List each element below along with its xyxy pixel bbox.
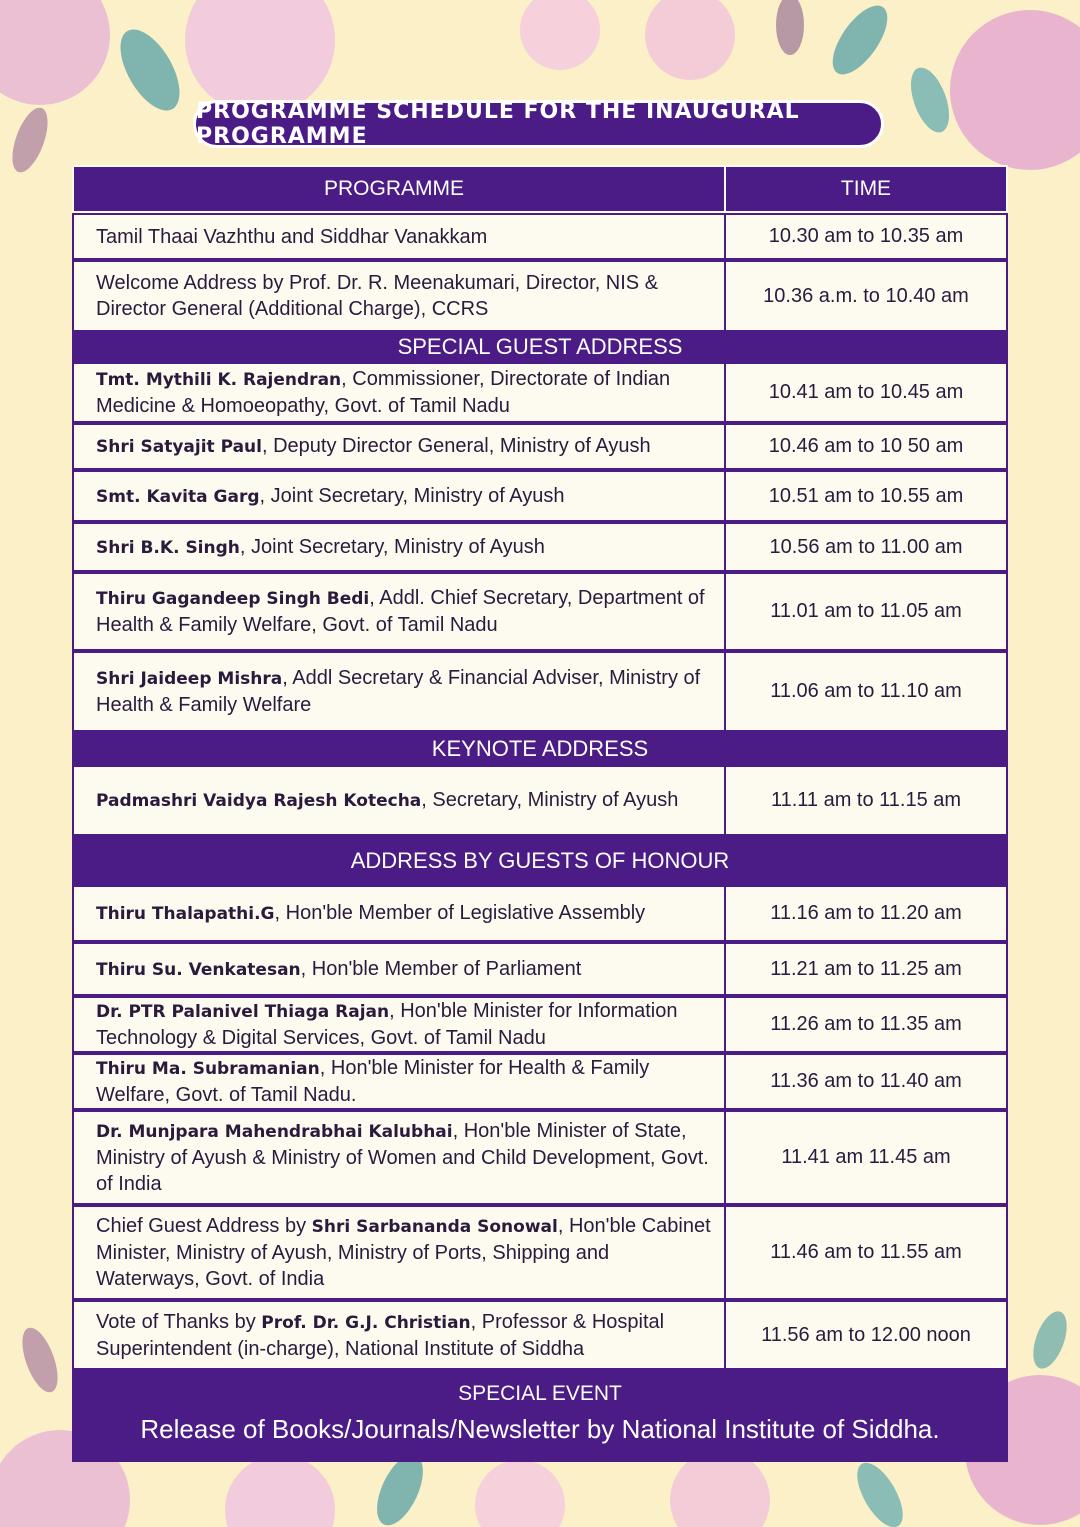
programme-cell: [72, 522, 725, 572]
time-cell: 10.56 am to 11.00 am: [725, 522, 1008, 572]
table-row: [72, 942, 1008, 996]
programme-cell: [72, 423, 725, 470]
table-row: [72, 522, 1008, 572]
guest-designation: , Addl Secretary & Financial Adviser, Ministry of Health & Family Welfare: [96, 667, 701, 716]
guest-name: Shri Satyajit Paul: [96, 437, 262, 457]
section-heading-special-guest: SPECIAL GUEST ADDRESS: [72, 332, 1008, 362]
guest-designation: , Hon'ble Member of Legislative Assembly: [274, 902, 646, 924]
table-row: [72, 213, 1008, 260]
table-row: [72, 1300, 1008, 1370]
table-row: [72, 885, 1008, 942]
time-cell: 11.01 am to 11.05 am: [725, 572, 1008, 651]
time-cell: 10.36 a.m. to 10.40 am: [725, 260, 1008, 332]
time-cell: 11.56 am to 12.00 noon: [725, 1300, 1008, 1370]
guest-designation: , Hon'ble Minister of State, Ministry of Ayush & Ministry of Women and Child Development, Govt. of India: [96, 1120, 709, 1195]
guest-designation: , Hon'ble Minister for Health & Family Welfare, Govt. of Tamil Nadu.: [96, 1057, 650, 1106]
guest-name: Dr. Munjpara Mahendrabhai Kalubhai: [96, 1122, 453, 1142]
programme-text: Welcome Address by Prof. Dr. R. Meenakumari, Director, NIS & Director General (Additional Charge), CCRS: [96, 272, 659, 320]
table-row: [72, 572, 1008, 651]
guest-name: Padmashri Vaidya Rajesh Kotecha: [96, 791, 422, 811]
guest-designation: , Hon'ble Member of Parliament: [300, 957, 582, 980]
time-cell: 11.06 am to 11.10 am: [725, 651, 1008, 732]
time-cell: 10.51 am to 10.55 am: [725, 470, 1008, 522]
time-cell: 11.11 am to 11.15 am: [725, 765, 1008, 836]
time-cell: 11.26 am to 11.35 am: [725, 996, 1008, 1053]
time-cell: 11.41 am 11.45 am: [725, 1110, 1008, 1205]
table-row: [72, 651, 1008, 732]
table-row: [72, 1053, 1008, 1110]
page-title: PROGRAMME SCHEDULE FOR THE INAUGURAL PROGRAMME: [193, 100, 884, 148]
programme-cell: [72, 996, 725, 1053]
time-column-header: TIME: [725, 165, 1008, 213]
guest-name: Shri Sarbananda Sonowal: [311, 1217, 558, 1237]
table-row: [72, 1205, 1008, 1300]
table-row: [72, 1110, 1008, 1205]
time-cell: 11.21 am to 11.25 am: [725, 942, 1008, 996]
guest-name: Thiru Thalapathi.G: [96, 904, 275, 924]
special-event-banner: [72, 1370, 1008, 1462]
table-row: [72, 362, 1008, 423]
programme-cell: [72, 362, 725, 423]
programme-cell: [72, 260, 725, 332]
guest-designation: , Deputy Director General, Ministry of Ayush: [261, 435, 651, 457]
time-cell: 11.16 am to 11.20 am: [725, 885, 1008, 942]
guest-designation: , Addl. Chief Secretary, Department of Health & Family Welfare, Govt. of Tamil Nadu: [96, 587, 705, 636]
guest-name: Prof. Dr. G.J. Christian: [261, 1312, 471, 1333]
programme-cell: [72, 572, 725, 651]
programme-cell: [72, 1110, 725, 1205]
programme-cell: [72, 942, 725, 996]
time-cell: 10.30 am to 10.35 am: [725, 213, 1008, 260]
guest-name: Shri B.K. Singh: [96, 537, 240, 558]
programme-cell: [72, 1300, 725, 1370]
programme-prefix: Chief Guest Address by: [96, 1215, 312, 1237]
programme-cell: [72, 885, 725, 942]
time-cell: 10.41 am to 10.45 am: [725, 362, 1008, 423]
time-cell: 11.46 am to 11.55 am: [725, 1205, 1008, 1300]
guest-designation: , Joint Secretary, Ministry of Ayush: [239, 535, 545, 558]
time-cell: 10.46 am to 10 50 am: [725, 423, 1008, 470]
programme-cell: [72, 470, 725, 522]
guest-designation: , Professor & Hospital Superintendent (in-charge), National Institute of Siddha: [96, 1310, 665, 1360]
programme-cell: [72, 765, 725, 836]
guest-name: Smt. Kavita Garg: [96, 486, 260, 507]
guest-designation: , Hon'ble Minister for Information Technology & Digital Services, Govt. of Tamil Nadu: [96, 1000, 678, 1049]
programme-cell: [72, 213, 725, 260]
special-event-text: Release of Books/Journals/Newsletter by National Institute of Siddha.: [140, 1414, 940, 1444]
section-heading-guests-of-honour: ADDRESS BY GUESTS OF HONOUR: [72, 836, 1008, 885]
programme-cell: [72, 1205, 725, 1300]
table-row: [72, 423, 1008, 470]
guest-name: Thiru Ma. Subramanian: [96, 1059, 320, 1079]
guest-designation: , Secretary, Ministry of Ayush: [421, 789, 679, 811]
table-row: [72, 260, 1008, 332]
guest-designation: , Hon'ble Cabinet Minister, Ministry of Ayush, Ministry of Ports, Shipping and Waterways, Govt. of India: [96, 1215, 711, 1290]
table-row: [72, 996, 1008, 1053]
guest-name: Dr. PTR Palanivel Thiaga Rajan: [96, 1002, 390, 1022]
programme-text: Tamil Thaai Vazhthu and Siddhar Vanakkam: [96, 225, 488, 248]
programme-column-header: PROGRAMME: [72, 165, 725, 213]
table-row: [72, 470, 1008, 522]
table-row: [72, 765, 1008, 836]
guest-designation: , Commissioner, Directorate of Indian Medicine & Homoeopathy, Govt. of Tamil Nadu: [96, 368, 671, 417]
programme-cell: [72, 651, 725, 732]
section-heading-keynote: KEYNOTE ADDRESS: [72, 732, 1008, 765]
programme-cell: [72, 1053, 725, 1110]
guest-name: Thiru Su. Venkatesan: [96, 959, 301, 980]
special-event-heading: SPECIAL EVENT: [458, 1382, 622, 1405]
time-cell: 11.36 am to 11.40 am: [725, 1053, 1008, 1110]
guest-designation: , Joint Secretary, Ministry of Ayush: [259, 484, 565, 507]
guest-name: Thiru Gagandeep Singh Bedi: [96, 589, 370, 609]
guest-name: Tmt. Mythili K. Rajendran: [96, 370, 342, 390]
table-header: [72, 165, 1008, 213]
programme-prefix: Vote of Thanks by: [96, 1310, 262, 1333]
guest-name: Shri Jaideep Mishra: [96, 669, 283, 689]
